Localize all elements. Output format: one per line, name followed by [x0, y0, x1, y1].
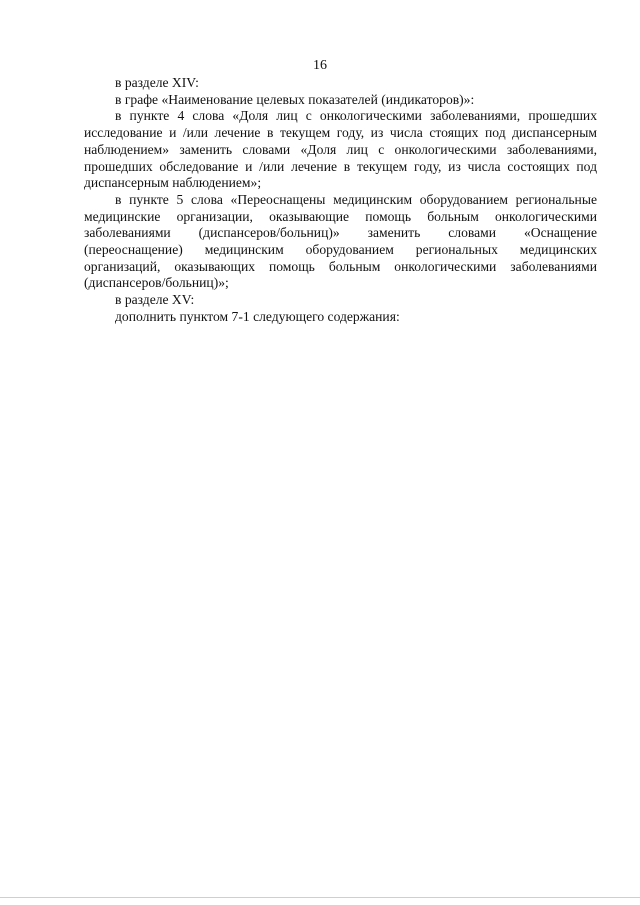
- document-body: [84, 75, 597, 326]
- paragraph-add-item-7-1: дополнить пунктом 7-1 следующего содержания:: [115, 308, 400, 324]
- paragraph-section-xiv: в разделе XIV:: [115, 75, 199, 90]
- paragraph-section-xv: в разделе XV:: [115, 292, 195, 308]
- scan-bottom-edge: [0, 897, 640, 898]
- paragraph-item-4: в пункте 4 слова «Доля лиц с онкологическими заболеваниями, прошедших исследование и /или лечение в текущем году, из числа стоящих под диспансерным наблюдением» заменить словами «Доля лиц с онкологическими заболеваниями, прошедших обследование и /или лечение в текущем году, из числа состоящих под диспансерным наблюдением»;: [84, 108, 597, 191]
- paragraph-column-indicators: в графе «Наименование целевых показателей (индикаторов)»:: [115, 91, 475, 107]
- page-number: 16: [313, 58, 327, 73]
- paragraph-item-5: в пункте 5 слова «Переоснащены медицинским оборудованием региональные медицинские организации, оказывающие помощь больным онкологическими заболеваниями (диспансеров/больниц)» заменить словами «Оснащение (переоснащение) медицинским оборудованием региональных медицинских организаций, оказывающих помощь больным онкологическими заболеваниями (диспансеров/больниц)»;: [84, 191, 597, 291]
